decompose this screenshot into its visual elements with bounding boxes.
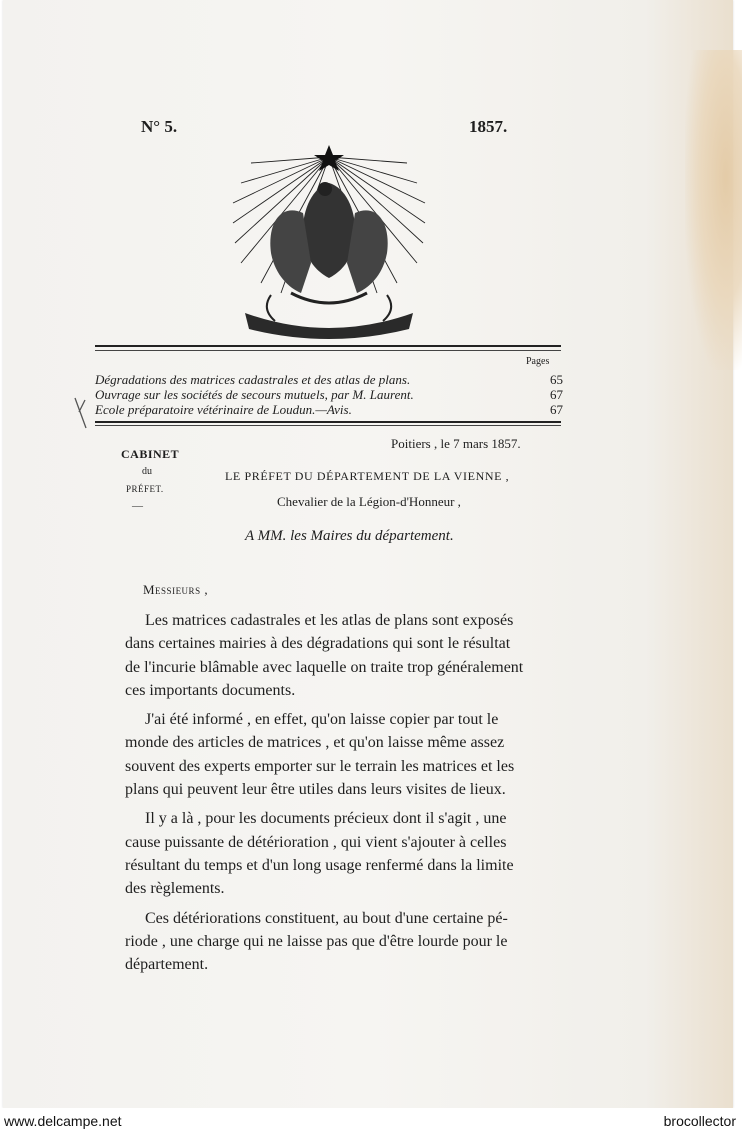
prefet-honour: Chevalier de la Légion-d'Honneur , [277, 494, 461, 509]
toc-item-title: Ouvrage sur les sociétés de secours mutuels, par M. Laurent. [95, 387, 414, 402]
letter-body [125, 609, 563, 976]
body-line: J'ai été informé , en effet, qu'on laisse copier par tout le [145, 711, 499, 729]
table-of-contents [95, 372, 563, 417]
cabinet-dash: — [132, 500, 143, 512]
body-line: de l'incurie blâmable avec laquelle on traite trop généralement [125, 658, 524, 676]
footer-site-link[interactable]: www.delcampe.net [4, 1113, 122, 1129]
body-line: souvent des experts emporter sur le terrain les matrices et les [125, 757, 515, 775]
cabinet-prefet: PRÉFET. [126, 484, 164, 494]
divider-top [95, 345, 561, 347]
body-line: Il y a là , pour les documents précieux dont il s'agit , une [145, 810, 507, 828]
footer-seller: brocollector [663, 1113, 736, 1129]
divider-bottom-thin [95, 425, 561, 426]
letter-date: Poitiers , le 7 mars 1857. [391, 436, 521, 451]
letter-salutation: Messieurs , [143, 582, 209, 597]
toc-item-page: 67 [550, 402, 563, 417]
body-line: riode , une charge qui ne laisse pas que d'être lourde pour le [125, 932, 508, 950]
watermark-footer [0, 1108, 742, 1132]
toc-item-page: 65 [550, 372, 563, 387]
body-line: des règlements. [125, 880, 225, 898]
letter-addressee: A MM. les Maires du département. [245, 528, 454, 544]
divider-bottom [95, 421, 561, 423]
body-line: Ces détériorations constituent, au bout d'une certaine pé- [145, 909, 508, 927]
body-line: monde des articles de matrices , et qu'on laisse même assez [125, 734, 505, 752]
toc-pages-label: Pages [526, 356, 550, 367]
issue-year: 1857. [469, 117, 508, 136]
imperial-eagle-emblem-icon [231, 143, 427, 343]
cabinet-label: CABINET [121, 447, 180, 461]
document-page [3, 0, 733, 1108]
toc-item [95, 402, 563, 417]
toc-item [95, 387, 563, 402]
paper-stain [685, 50, 742, 370]
body-line: résultant du temps et d'un long usage renfermé dans la limite [125, 856, 514, 874]
body-line: département. [125, 956, 209, 974]
body-line: dans certaines mairies à des dégradations qui sont le résultat [125, 635, 511, 653]
toc-item-page: 67 [550, 387, 563, 402]
prefet-title: LE PRÉFET DU DÉPARTEMENT DE LA VIENNE , [225, 469, 510, 483]
body-line: plans qui peuvent leur être utiles dans leurs visites de lieux. [125, 781, 506, 799]
issue-number: N° 5. [141, 117, 178, 136]
pencil-mark-icon [73, 396, 89, 434]
cabinet-du: du [142, 466, 152, 477]
body-line: cause puissante de détérioration , qui vient s'ajouter à celles [125, 833, 507, 851]
body-line: Les matrices cadastrales et les atlas de plans sont exposés [145, 612, 514, 629]
toc-item-title: Dégradations des matrices cadastrales et des atlas de plans. [95, 372, 411, 387]
toc-item [95, 372, 563, 387]
body-line: ces importants documents. [125, 681, 296, 699]
toc-item-title: Ecole préparatoire vétérinaire de Loudun.—Avis. [95, 402, 352, 417]
divider-top-thin [95, 350, 561, 351]
